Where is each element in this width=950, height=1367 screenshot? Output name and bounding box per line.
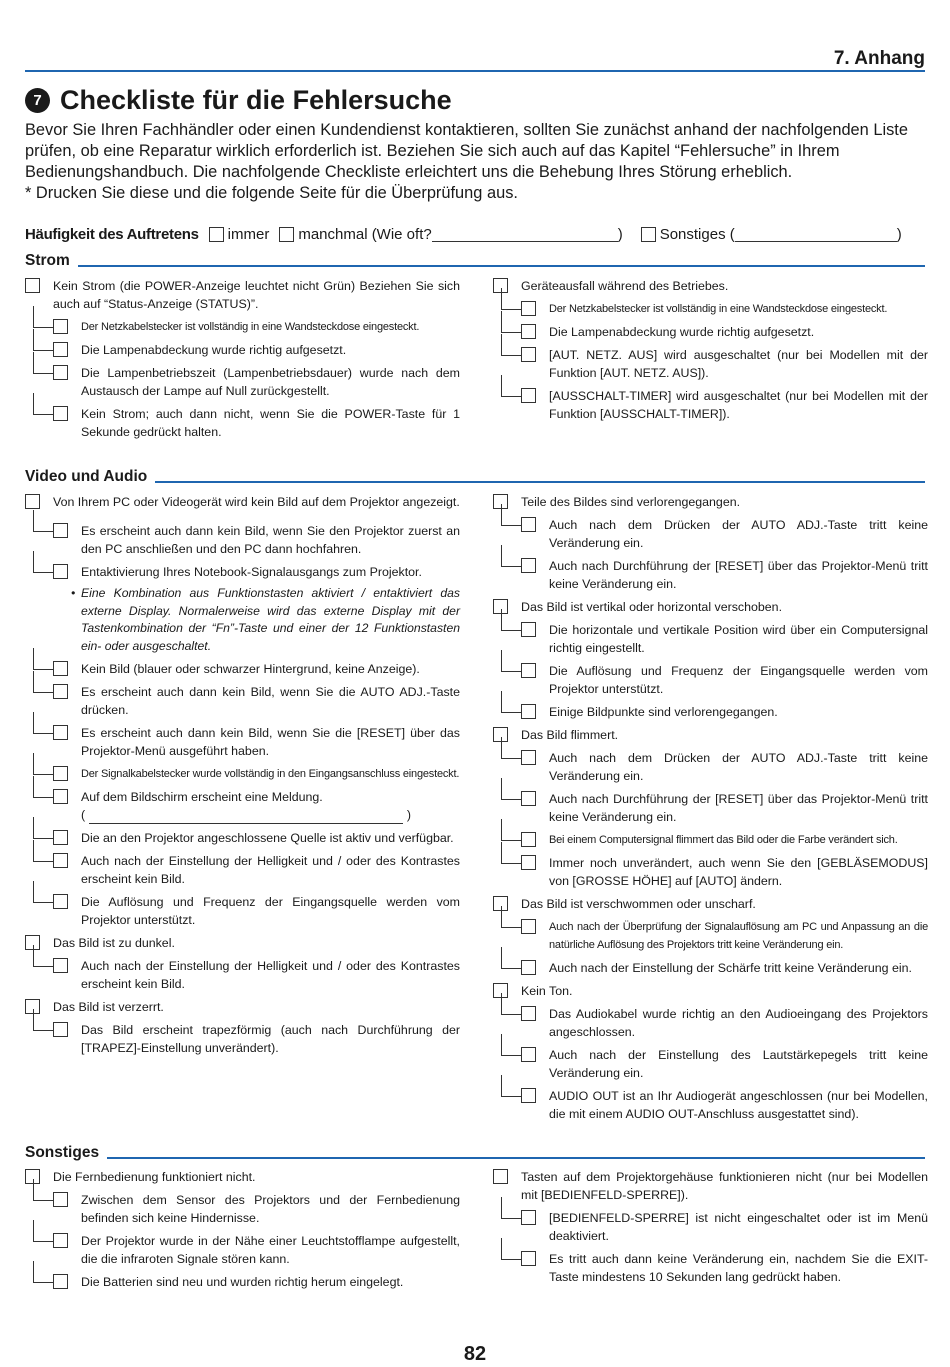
checkbox[interactable]: [521, 558, 536, 573]
connector-line: [501, 1075, 522, 1097]
connector-line: [501, 691, 522, 713]
item-text: Auch nach Durchführung der [RESET] über das Projektor-Menü tritt keine Veränderung ein.: [549, 792, 928, 824]
checkbox[interactable]: [521, 855, 536, 870]
connector-line: [501, 737, 522, 759]
checkbox[interactable]: [521, 791, 536, 806]
item-text: Es tritt auch dann keine Veränderung ein, nachdem Sie die EXIT-Taste mindestens 10 Sekunden lang gedrückt haben.: [549, 1252, 928, 1284]
check-subitem: [25, 405, 460, 441]
message-field[interactable]: [89, 810, 403, 824]
item-text: [AUT. NETZ. AUS] wird ausgeschaltet (nur bei Modellen mit der Funktion [AUT. NETZ. AUS]).: [549, 348, 928, 380]
item-text: Die Auflösung und Frequenz der Eingangsquelle werden vom Projektor unterstützt.: [81, 895, 460, 927]
checkbox[interactable]: [53, 406, 68, 421]
check-subitem: [493, 300, 928, 318]
check-subitem: [25, 788, 460, 824]
checkbox[interactable]: [53, 894, 68, 909]
check-subitem: [25, 683, 460, 719]
checkbox[interactable]: [521, 1088, 536, 1103]
item-text: Die Auflösung und Frequenz der Eingangsquelle werden vom Projektor unterstützt.: [549, 664, 928, 696]
connector-line: [501, 819, 522, 841]
item-text: Auch nach der Einstellung der Schärfe tritt keine Veränderung ein.: [549, 961, 912, 975]
video-right-column: [493, 488, 928, 1123]
close-paren: ): [406, 808, 411, 822]
check-item: [493, 598, 928, 616]
check-subitem: [25, 957, 460, 993]
checkbox[interactable]: [53, 319, 68, 334]
item-text: [AUSSCHALT-TIMER] wird ausgeschaltet (nur bei Modellen mit der Funktion [AUSSCHALT-TIMER]).: [549, 389, 928, 421]
frequency-row: [25, 223, 930, 245]
item-text: Bei einem Computersignal flimmert das Bild oder die Farbe verändert sich.: [549, 834, 898, 846]
checkbox[interactable]: [53, 1233, 68, 1248]
checkbox[interactable]: [53, 789, 68, 804]
check-subitem: [25, 765, 460, 783]
checkbox-sonstiges[interactable]: [641, 227, 656, 242]
item-text: Es erscheint auch dann kein Bild, wenn Sie die [RESET] über das Projektor-Menü ausgeführt haben.: [81, 726, 460, 758]
intro-text: [25, 120, 930, 204]
video-left-column: [25, 488, 460, 1057]
checkbox[interactable]: [521, 750, 536, 765]
hint-text: Eine Kombination aus Funktionstasten aktiviert / entaktiviert das externe Display. Normalerweise wird das externe Display mit der Tastenkombination der “Fn”-Taste und einer der 12 Funktionstasten ein- oder ausgeschaltet.: [81, 586, 460, 653]
item-text: Auch nach Durchführung der [RESET] über das Projektor-Menü tritt keine Veränderung ein.: [549, 559, 928, 591]
checkbox[interactable]: [521, 1210, 536, 1225]
connector-line: [33, 671, 54, 693]
item-text: Auch nach dem Drücken der AUTO ADJ.-Taste tritt keine Veränderung ein.: [549, 518, 928, 550]
connector-line: [33, 510, 54, 532]
check-item: [25, 1168, 460, 1186]
chapter-title: 7. Anhang: [833, 48, 925, 69]
checkbox[interactable]: [521, 347, 536, 362]
check-subitem: [25, 364, 460, 400]
checkbox[interactable]: [53, 853, 68, 868]
section-title: Strom: [25, 252, 78, 270]
option-manchmal: manchmal (Wie oft?: [298, 225, 432, 243]
checkbox[interactable]: [53, 1192, 68, 1207]
check-subitem: [25, 893, 460, 929]
connector-line: [33, 393, 54, 415]
check-subitem: [493, 557, 928, 593]
checkbox[interactable]: [521, 663, 536, 678]
connector-line: [33, 712, 54, 734]
check-subitem: [493, 323, 928, 341]
other-right-column: [493, 1163, 928, 1286]
check-item: [493, 982, 928, 1000]
checkbox[interactable]: [521, 388, 536, 403]
connector-line: [501, 311, 522, 333]
section-number-badge: 7: [25, 88, 50, 113]
item-text: Kein Strom (die POWER-Anzeige leuchtet nicht Grün) Beziehen Sie sich auch auf “Status-Anzeige (STATUS)”.: [53, 279, 460, 311]
checkbox[interactable]: [53, 684, 68, 699]
item-text: Auch nach der Einstellung der Helligkeit und / oder des Kontrastes erscheint kein Bild.: [81, 959, 460, 991]
item-text: AUDIO OUT ist an Ihr Audiogerät angeschlossen (nur bei Modellen, die mit einem AUDIO OUT-Anschluss ausgestattet sind).: [549, 1089, 928, 1121]
section-sonstiges: [25, 1142, 925, 1162]
item-text: Teile des Bildes sind verlorengegangen.: [521, 495, 741, 509]
item-text: Das Bild ist verzerrt.: [53, 1000, 164, 1014]
checkbox[interactable]: [25, 494, 40, 509]
check-item: [25, 934, 460, 952]
check-subitem: [25, 563, 460, 581]
section-video-audio: [25, 466, 925, 486]
connector-line: [501, 993, 522, 1015]
check-item: [25, 493, 460, 511]
item-text: Es erscheint auch dann kein Bild, wenn Sie den Projektor zuerst an den PC anschließen und den PC dann hochfahren.: [81, 524, 460, 556]
check-subitem: [493, 749, 928, 785]
hint-note: [25, 585, 460, 655]
item-text: Auf dem Bildschirm erscheint eine Meldung.: [81, 790, 323, 804]
message-input-row: [81, 806, 411, 824]
connector-line: [33, 1009, 54, 1031]
item-text: Die an den Projektor angeschlossene Quelle ist aktiv und verfügbar.: [81, 831, 454, 845]
item-text: Die horizontale und vertikale Position wird über ein Computersignal richtig eingestellt.: [549, 623, 928, 655]
item-text: Die Lampenabdeckung wurde richtig aufgesetzt.: [549, 325, 815, 339]
item-text: Der Projektor wurde in der Nähe einer Leuchtstofflampe aufgestellt, die die infraroten Signale stören kann.: [81, 1234, 460, 1266]
item-text: Es erscheint auch dann kein Bild, wenn Sie die AUTO ADJ.-Taste drücken.: [81, 685, 460, 717]
item-text: Die Lampenbetriebszeit (Lampenbetriebsdauer) wurde nach dem Austausch der Lampe auf Null zurückgestellt.: [81, 366, 460, 398]
checkbox[interactable]: [521, 960, 536, 975]
connector-line: [33, 1179, 54, 1201]
section-rule: [155, 481, 925, 483]
connector-line: [33, 776, 54, 798]
item-text: Zwischen dem Sensor des Projektors und der Fernbedienung befinden sich keine Hindernisse.: [81, 1193, 460, 1225]
item-text: Einige Bildpunkte sind verlorengegangen.: [549, 705, 778, 719]
section-title: Sonstiges: [25, 1144, 107, 1162]
connector-line: [501, 650, 522, 672]
item-text: [BEDIENFELD-SPERRE] ist nicht eingeschaltet oder ist im Menü deaktiviert.: [549, 1211, 928, 1243]
connector-line: [33, 1220, 54, 1242]
connector-line: [501, 906, 522, 928]
other-left-column: [25, 1163, 460, 1291]
check-item: [493, 895, 928, 913]
section-rule: [78, 265, 925, 267]
page-number: 82: [463, 1343, 487, 1365]
checkbox[interactable]: [521, 517, 536, 532]
connector-line: [33, 306, 54, 328]
checkbox[interactable]: [25, 278, 40, 293]
check-subitem: [493, 1250, 928, 1286]
connector-line: [33, 817, 54, 839]
checkbox[interactable]: [521, 919, 536, 934]
connector-line: [33, 352, 54, 374]
checkbox[interactable]: [521, 832, 536, 847]
section-title: Video und Audio: [25, 468, 155, 486]
checkbox[interactable]: [521, 1006, 536, 1021]
intro-paragraph: Bevor Sie Ihren Fachhändler oder einen Kundendienst kontaktieren, sollten Sie zunächst anhand der nachfolgenden Liste prüfen, ob eine Reparatur wirklich erforderlich ist. Beziehen Sie sich auch auf das Kapitel “Fehlersuche” in Ihrem Bedienungshandbuch. Die nachfolgende Checkliste erleichtert uns die Behebung Ihres Störung erheblich.: [25, 121, 908, 181]
connector-line: [501, 288, 522, 310]
check-subitem: [493, 831, 928, 849]
check-subitem: [25, 829, 460, 847]
check-item: [25, 998, 460, 1016]
item-text: Die Fernbedienung funktioniert nicht.: [53, 1170, 256, 1184]
check-subitem: [25, 852, 460, 888]
print-note: * Drucken Sie diese und die folgende Seite für die Überprüfung aus.: [25, 184, 518, 202]
checkbox[interactable]: [53, 725, 68, 740]
connector-line: [501, 504, 522, 526]
connector-line: [501, 375, 522, 397]
check-subitem: [25, 724, 460, 760]
page-title: [25, 84, 452, 116]
connector-line: [501, 947, 522, 969]
check-subitem: [25, 1232, 460, 1268]
check-item: [493, 726, 928, 744]
check-subitem: [493, 703, 928, 721]
check-subitem: [493, 1046, 928, 1082]
check-subitem: [25, 1021, 460, 1057]
connector-line: [501, 842, 522, 864]
item-text: Geräteausfall während des Betriebes.: [521, 279, 729, 293]
checkbox[interactable]: [521, 1047, 536, 1062]
checkbox[interactable]: [521, 324, 536, 339]
connector-line: [33, 329, 54, 351]
check-subitem: [493, 854, 928, 890]
option-immer: immer: [227, 225, 270, 243]
checkbox[interactable]: [53, 342, 68, 357]
check-item: [493, 277, 928, 295]
connector-line: [501, 1197, 522, 1219]
item-text: Das Audiokabel wurde richtig an den Audioeingang des Projektors angeschlossen.: [549, 1007, 928, 1039]
checkbox[interactable]: [53, 523, 68, 538]
other-frequency-field[interactable]: [735, 227, 897, 242]
check-subitem: [493, 1087, 928, 1123]
item-text: Auch nach der Überprüfung der Signalauflösung am PC und Anpassung an die natürliche Auflösung des Projektors tritt keine Veränderung ein.: [549, 921, 928, 951]
how-often-field[interactable]: [432, 227, 618, 242]
checkbox[interactable]: [493, 1169, 508, 1184]
connector-line: [501, 334, 522, 356]
strom-left-column: [25, 272, 460, 441]
checkbox[interactable]: [521, 704, 536, 719]
item-text: Entaktivierung Ihres Notebook-Signalausgangs zum Projektor.: [81, 565, 422, 579]
check-subitem: [493, 346, 928, 382]
check-subitem: [493, 387, 928, 423]
check-subitem: [25, 318, 460, 336]
checkbox[interactable]: [521, 622, 536, 637]
option-sonstiges: Sonstiges (: [659, 225, 735, 243]
close-paren: ): [896, 225, 902, 243]
check-subitem: [25, 522, 460, 558]
checkbox[interactable]: [521, 1251, 536, 1266]
connector-line: [501, 609, 522, 631]
check-item: [25, 277, 460, 313]
item-text: Das Bild ist zu dunkel.: [53, 936, 175, 950]
item-text: Kein Bild (blauer oder schwarzer Hintergrund, keine Anzeige).: [81, 662, 420, 676]
item-text: Von Ihrem PC oder Videogerät wird kein Bild auf dem Projektor angezeigt.: [53, 495, 460, 509]
check-item: [493, 493, 928, 511]
check-subitem: [493, 1005, 928, 1041]
checkbox-immer[interactable]: [209, 227, 224, 242]
checkbox[interactable]: [521, 301, 536, 316]
connector-line: [501, 545, 522, 567]
checkbox[interactable]: [53, 958, 68, 973]
connector-line: [33, 840, 54, 862]
check-subitem: [493, 621, 928, 657]
connector-line: [501, 1238, 522, 1260]
spacer: [25, 511, 460, 517]
item-text: Der Netzkabelstecker ist vollständig in eine Wandsteckdose eingesteckt.: [549, 303, 888, 315]
checkbox[interactable]: [53, 564, 68, 579]
check-subitem: [493, 790, 928, 826]
checkbox[interactable]: [53, 1022, 68, 1037]
checkbox[interactable]: [53, 766, 68, 781]
connector-line: [33, 648, 54, 670]
item-text: Kein Strom; auch dann nicht, wenn Sie die POWER-Taste für 1 Sekunde gedrückt halten.: [81, 407, 460, 439]
strom-right-column: [493, 272, 928, 423]
item-text: Auch nach dem Drücken der AUTO ADJ.-Taste tritt keine Veränderung ein.: [549, 751, 928, 783]
bullet-icon: •: [71, 586, 76, 600]
checkbox-manchmal[interactable]: [279, 227, 294, 242]
item-text: Das Bild ist verschwommen oder unscharf.: [521, 897, 756, 911]
item-text: Immer noch unverändert, auch wenn Sie den [GEBLÄSEMODUS] von [GROSSE HÖHE] auf [AUTO] ändern.: [549, 856, 928, 888]
connector-line: [501, 1034, 522, 1056]
connector-line: [33, 551, 54, 573]
check-subitem: [493, 918, 928, 954]
connector-line: [33, 1261, 54, 1283]
item-text: Kein Ton.: [521, 984, 573, 998]
connector-line: [33, 881, 54, 903]
checkbox[interactable]: [53, 661, 68, 676]
check-subitem: [25, 1273, 460, 1291]
item-text: Die Lampenabdeckung wurde richtig aufgesetzt.: [81, 343, 347, 357]
section-strom: [25, 250, 925, 270]
check-subitem: [493, 959, 928, 977]
frequency-label: Häufigkeit des Auftretens: [25, 225, 199, 243]
item-text: Das Bild ist vertikal oder horizontal verschoben.: [521, 600, 783, 614]
item-text: Das Bild flimmert.: [521, 728, 619, 742]
page-heading: Checkliste für die Fehlersuche: [60, 84, 452, 115]
connector-line: [33, 753, 54, 775]
checkbox[interactable]: [53, 365, 68, 380]
check-subitem: [493, 1209, 928, 1245]
open-paren: (: [81, 808, 86, 822]
item-text: Der Netzkabelstecker ist vollständig in eine Wandsteckdose eingesteckt.: [81, 321, 420, 333]
item-text: Tasten auf dem Projektorgehäuse funktionieren nicht (nur bei Modellen mit [BEDIENFELD-SPERRE]).: [521, 1170, 928, 1202]
check-subitem: [493, 516, 928, 552]
checkbox[interactable]: [53, 830, 68, 845]
check-subitem: [493, 662, 928, 698]
chapter-header: [25, 44, 925, 72]
item-text: Die Batterien sind neu und wurden richtig herum eingelegt.: [81, 1275, 404, 1289]
connector-line: [33, 945, 54, 967]
close-paren: ): [617, 225, 623, 243]
check-subitem: [25, 341, 460, 359]
check-subitem: [25, 1191, 460, 1227]
section-rule: [107, 1157, 925, 1159]
check-item: [493, 1168, 928, 1204]
item-text: Das Bild erscheint trapezförmig (auch nach Durchführung der [TRAPEZ]-Einstellung unverändert).: [81, 1023, 460, 1055]
connector-line: [501, 778, 522, 800]
item-text: Auch nach der Einstellung der Helligkeit und / oder des Kontrastes erscheint kein Bild.: [81, 854, 460, 886]
check-subitem: [25, 660, 460, 678]
item-text: Der Signalkabelstecker wurde vollständig in den Eingangsanschluss eingesteckt.: [81, 768, 460, 780]
item-text: Auch nach der Einstellung des Lautstärkepegels tritt keine Veränderung ein.: [549, 1048, 928, 1080]
checkbox[interactable]: [53, 1274, 68, 1289]
